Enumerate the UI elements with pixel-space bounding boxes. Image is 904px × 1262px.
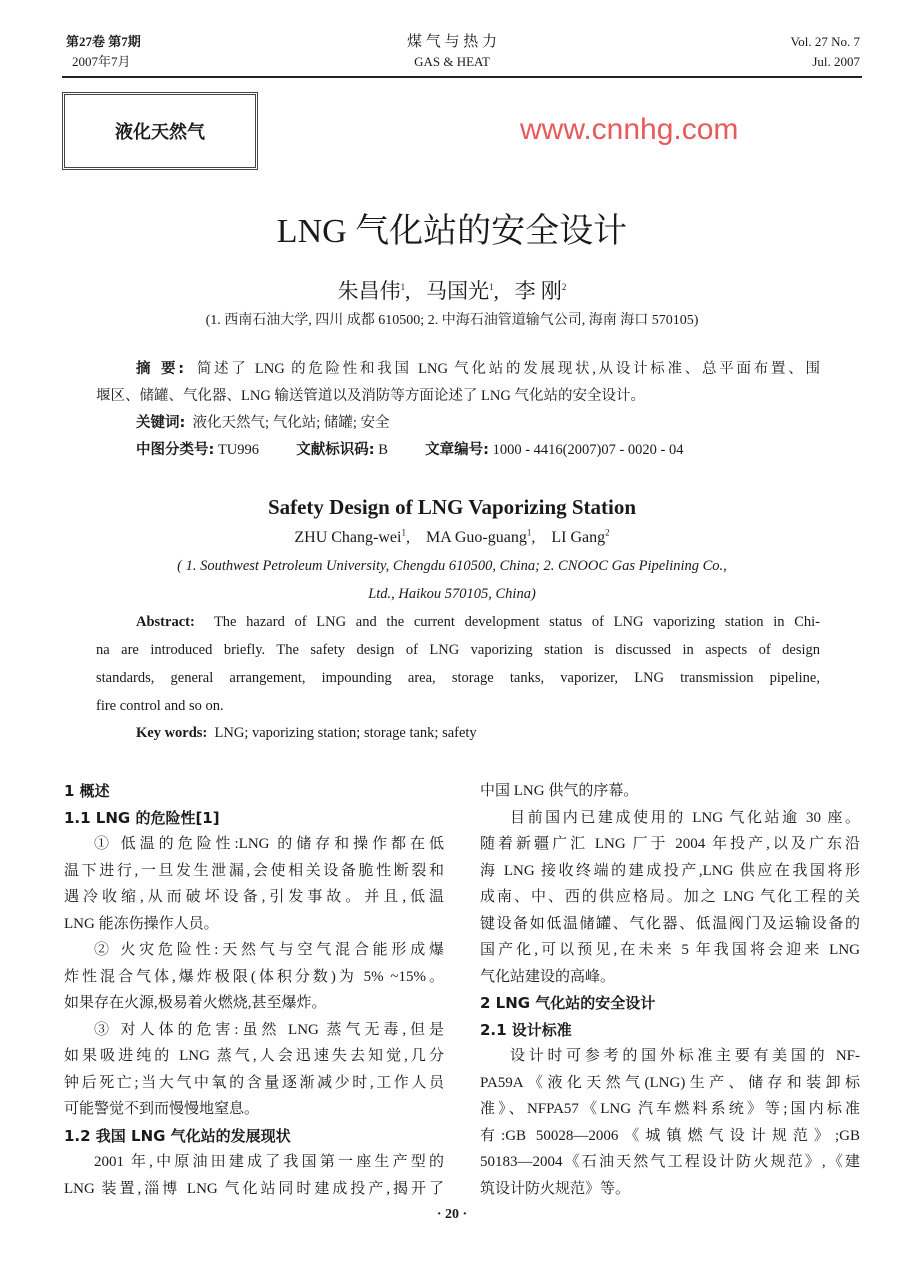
affiliation-en-line2: Ltd., Haikou 570105, China) [368, 586, 536, 602]
text-line: 如果存在火源,极易着火燃烧,甚至爆炸。 [64, 995, 327, 1011]
article-no-label: 文章编号: [425, 442, 489, 458]
title-cn: LNG 气化站的安全设计 [276, 213, 628, 250]
watermark: www.cnnhg.com [520, 113, 739, 146]
author-en: ZHU Chang-wei [294, 529, 402, 546]
authors-cn: 朱昌伟$^1$, 马国光$^1$, 李 刚$^2$ [337, 279, 567, 303]
text-line: 可能警觉不到而慢慢地窒息。 [64, 1101, 260, 1117]
keywords-en-value: LNG; vaporizing station; storage tank; safety [214, 725, 477, 741]
text-line: 成南、中、西的供应格局。加之 LNG 气化工程的关 [480, 889, 860, 905]
keywords-cn [136, 414, 390, 432]
author-aff: 1 [400, 282, 406, 292]
text-line: 炸性混合气体,爆炸极限(体积分数)为 5% ~15%。 [64, 968, 444, 985]
text-line: 目前国内已建成使用的 LNG 气化站逾 30 座。 [510, 809, 860, 826]
body-column-right [480, 778, 860, 1202]
affiliation-cn: (1. 西南石油大学, 四川 成都 610500; 2. 中海石油管道输气公司, 海南 海口 570105) [205, 313, 699, 328]
keywords-en [136, 724, 477, 742]
text-line: 中国 LNG 供气的序幕。 [480, 783, 639, 799]
title-en: Safety Design of LNG Vaporizing Station [267, 495, 637, 519]
abstract-cn-line2: 堰区、储罐、气化器、LNG 输送管道以及消防等方面论述了 LNG 气化站的安全设计。 [96, 388, 645, 404]
text-line: 国产化,可以预见,在未来 5 年我国将会迎来 LNG [480, 942, 860, 958]
clc-label: 中图分类号: [136, 442, 215, 458]
authors-en: ZHU Chang-wei$^1$, MA Guo-guang$^1$, LI Gang$^2$ [294, 527, 610, 546]
text-line: ① 低温的危险性:LNG 的储存和操作都在低 [94, 836, 444, 852]
text-line: 钟后死亡;当大气中氧的含量逐渐减少时,工作人员 [64, 1074, 444, 1091]
text-line: 遇冷收缩,从而破坏设备,引发事故。并且,低温 [64, 889, 444, 905]
text-line: 键设备如低温储罐、气化器、低温阀门及运输设备的 [480, 915, 860, 932]
author: 李 刚 [514, 279, 562, 303]
keywords-cn-value: 液化天然气; 气化站; 储罐; 安全 [192, 415, 390, 431]
journal-cn: 煤 气 与 热 力 [406, 34, 497, 50]
classification [136, 441, 683, 459]
journal-en: GAS & HEAT [414, 54, 490, 69]
text-line: 气化站建设的高峰。 [480, 968, 616, 985]
header-left [66, 32, 266, 72]
text-line: 设计时可参考的国外标准主要有美国的 NF- [510, 1048, 860, 1064]
text-line: 如果吸进纯的 LNG 蒸气,人会迅速失去知觉,几分 [64, 1048, 444, 1064]
author-en: LI Gang [551, 529, 606, 546]
abstract-cn-label: 摘 要: [136, 361, 185, 377]
section-heading: 2 LNG 气化站的安全设计 [480, 994, 656, 1012]
header-right [700, 32, 860, 72]
text-line: 海 LNG 接收终端的建成投产,LNG 供应在我国将形 [480, 862, 860, 879]
author: 马国光 [426, 279, 490, 303]
abstract-en-line3: standards, general arrangement, impounding area, storage tanks, vaporizer, LNG transmission pipeline, [96, 670, 820, 686]
volume-en: Vol. 27 No. 7 [790, 34, 860, 49]
column-tag: 液化天然气 [115, 122, 205, 143]
abstract-en-line1 [136, 613, 820, 631]
abstract-en-line2: na are introduced briefly. The safety design of LNG vaporizing station is discussed in aspects of design [96, 642, 820, 658]
text-line: 准》、NFPA57《LNG 汽车燃料系统》等;国内标准 [480, 1101, 860, 1117]
affiliation-en-line1: ( 1. Southwest Petroleum University, Chengdu 610500, China; 2. CNOOC Gas Pipelining Co., [177, 558, 727, 574]
abstract-en-line4: fire control and so on. [96, 698, 224, 714]
doc-code-value: B [378, 442, 388, 458]
author: 朱昌伟 [337, 279, 401, 303]
text-line: 有:GB 50028—2006《城镇燃气设计规范》;GB [480, 1127, 860, 1144]
body-column-left [64, 778, 444, 1202]
author-aff: 2 [605, 527, 610, 538]
abstract-cn-line1 [136, 360, 820, 378]
text-line: LNG 装置,淄博 LNG 气化站同时建成投产,揭开了 [64, 1180, 444, 1197]
text-line: 随着新疆广汇 LNG 厂于 2004 年投产,以及广东沿 [480, 836, 860, 852]
text-line: ③ 对人体的危害:虽然 LNG 蒸气无毒,但是 [94, 1021, 444, 1038]
section-heading: 2.1 设计标准 [480, 1020, 572, 1039]
text-line: 温下进行,一旦发生泄漏,会使相关设备脆性断裂和 [64, 862, 444, 879]
author-aff: 2 [561, 282, 567, 292]
text-line: PA59A《液化天然气(LNG)生产、储存和装卸标 [480, 1074, 860, 1091]
page-number: · 20 · [436, 1207, 468, 1222]
section-heading: 1 概述 [64, 782, 110, 800]
text-line: LNG 能冻伤操作人员。 [64, 915, 219, 932]
keywords-en-label: Key words: [136, 725, 208, 741]
article-no-value: 1000 - 4416(2007)07 - 0020 - 04 [492, 442, 684, 458]
author-aff: 1 [526, 527, 532, 538]
abstract-cn-text: 简述了 LNG 的危险性和我国 LNG 气化站的发展现状,从设计标准、总平面布置、围 [196, 361, 820, 377]
text-line: 50183—2004《石油天然气工程设计防火规范》,《建 [480, 1154, 860, 1170]
header-rule [62, 76, 862, 78]
date-cn: 2007年7月 [72, 54, 131, 69]
section-heading: 1.2 我国 LNG 气化站的发展现状 [64, 1126, 291, 1145]
text-line: ② 火灾危险性:天然气与空气混合能形成爆 [94, 942, 444, 958]
author-aff: 1 [489, 282, 494, 292]
author-en: MA Guo-guang [425, 529, 527, 546]
section-heading: 1.1 LNG 的危险性[1] [64, 808, 220, 827]
text-line: 筑设计防火规范》等。 [480, 1180, 631, 1197]
date-en: Jul. 2007 [812, 54, 860, 69]
header-center [352, 32, 552, 72]
column-tag-frame [62, 92, 258, 170]
clc-value: TU996 [217, 442, 260, 458]
abstract-en-text: The hazard of LNG and the current development status of LNG vaporizing station in Chi- [213, 614, 820, 630]
author-aff: 1 [401, 527, 406, 538]
text-line: 2001 年,中原油田建成了我国第一座生产型的 [94, 1154, 444, 1170]
abstract-en-label: Abstract: [136, 614, 195, 630]
doc-code-label: 文献标识码: [296, 442, 375, 458]
volume-cn: 第27卷 第7期 [66, 34, 141, 49]
keywords-cn-label: 关键词: [136, 415, 186, 431]
